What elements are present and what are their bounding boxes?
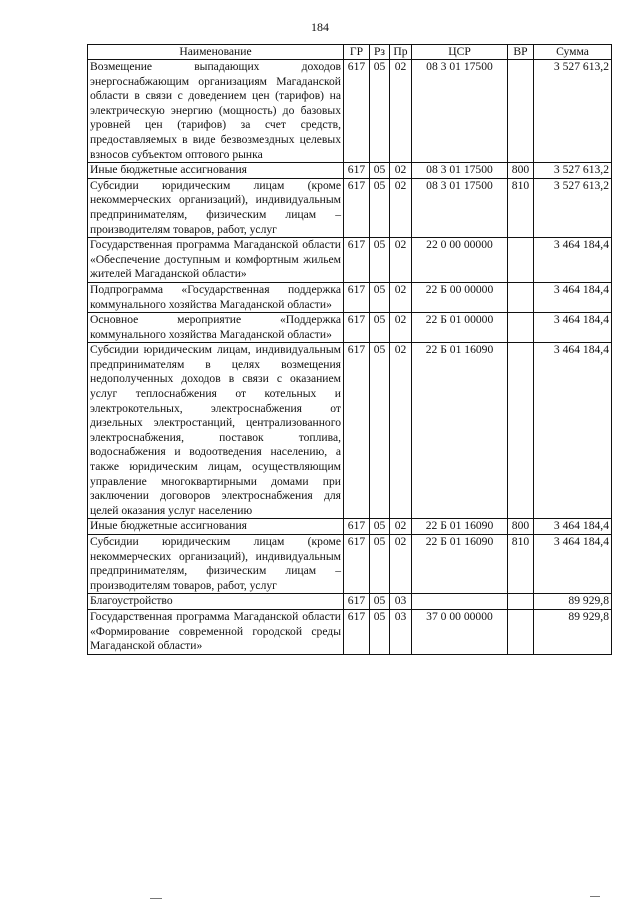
row-csr: 22 Б 01 16090: [412, 343, 508, 519]
row-csr: 22 Б 01 16090: [412, 519, 508, 535]
row-csr: 22 Б 01 00000: [412, 313, 508, 343]
row-sum: 3 464 184,4: [534, 535, 612, 594]
header-pr: Пр: [390, 45, 412, 60]
row-name: Субсидии юридическим лицам, индивидуальным предпринимателям в целях возмещения недополученных доходов в связи с оказанием услуг теплоснабжения от котельных и электрокотельных, электроснабжения от дизельных электростанций, централизованного электроснабжения, поставок топлива, водоснабжения и водоотведения населению, а также юридическим лицам, осуществляющим управление многоквартирными домами при заключении договоров электроснабжения для целей оказания услуг населению: [88, 343, 344, 519]
row-name: Субсидии юридическим лицам (кроме некоммерческих организаций), индивидуальным предпринимателям, физическим лицам – производителям товаров, работ, услуг: [88, 535, 344, 594]
row-name: Иные бюджетные ассигнования: [88, 163, 344, 179]
row-vr: 800: [508, 163, 534, 179]
row-rz: 05: [370, 282, 390, 312]
row-sum: 89 929,8: [534, 594, 612, 610]
row-pr: 02: [390, 282, 412, 312]
row-gr: 617: [344, 163, 370, 179]
header-rz: Рз: [370, 45, 390, 60]
table-row: [88, 343, 612, 519]
row-vr: 810: [508, 535, 534, 594]
header-gr: ГР: [344, 45, 370, 60]
row-csr: 22 Б 01 16090: [412, 535, 508, 594]
table-row: [88, 313, 612, 343]
row-sum: 3 464 184,4: [534, 238, 612, 283]
table-header-row: [88, 45, 612, 60]
scan-artifact: [590, 896, 600, 897]
row-pr: 02: [390, 238, 412, 283]
table-row: [88, 178, 612, 237]
row-csr: 37 0 00 00000: [412, 609, 508, 654]
row-sum: 3 464 184,4: [534, 343, 612, 519]
row-sum: 3 527 613,2: [534, 60, 612, 163]
row-gr: 617: [344, 60, 370, 163]
row-pr: 02: [390, 60, 412, 163]
row-csr: 08 3 01 17500: [412, 178, 508, 237]
header-csr: ЦСР: [412, 45, 508, 60]
row-gr: 617: [344, 178, 370, 237]
row-sum: 89 929,8: [534, 609, 612, 654]
row-gr: 617: [344, 282, 370, 312]
row-rz: 05: [370, 535, 390, 594]
header-name: Наименование: [88, 45, 344, 60]
row-pr: 02: [390, 519, 412, 535]
row-gr: 617: [344, 609, 370, 654]
row-gr: 617: [344, 594, 370, 610]
budget-table: [87, 44, 612, 655]
row-gr: 617: [344, 343, 370, 519]
row-vr: [508, 594, 534, 610]
row-csr: 22 Б 00 00000: [412, 282, 508, 312]
row-rz: 05: [370, 609, 390, 654]
row-name: Благоустройство: [88, 594, 344, 610]
row-csr: 08 3 01 17500: [412, 60, 508, 163]
row-pr: 03: [390, 594, 412, 610]
row-rz: 05: [370, 163, 390, 179]
row-rz: 05: [370, 60, 390, 163]
row-gr: 617: [344, 519, 370, 535]
page-number: 184: [311, 20, 329, 34]
row-vr: [508, 238, 534, 283]
row-vr: 810: [508, 178, 534, 237]
row-pr: 02: [390, 178, 412, 237]
table-row: [88, 238, 612, 283]
table-row: [88, 282, 612, 312]
table-row: [88, 519, 612, 535]
row-vr: [508, 609, 534, 654]
header-vr: ВР: [508, 45, 534, 60]
row-rz: 05: [370, 519, 390, 535]
row-rz: 05: [370, 343, 390, 519]
table-row: [88, 594, 612, 610]
row-sum: 3 464 184,4: [534, 313, 612, 343]
row-name: Субсидии юридическим лицам (кроме некоммерческих организаций), индивидуальным предпринимателям, физическим лицам – производителям товаров, работ, услуг: [88, 178, 344, 237]
row-rz: 05: [370, 313, 390, 343]
row-pr: 02: [390, 535, 412, 594]
scan-artifact: [150, 898, 162, 899]
row-csr: 22 0 00 00000: [412, 238, 508, 283]
row-name: Иные бюджетные ассигнования: [88, 519, 344, 535]
row-sum: 3 527 613,2: [534, 178, 612, 237]
row-sum: 3 527 613,2: [534, 163, 612, 179]
row-pr: 03: [390, 609, 412, 654]
row-gr: 617: [344, 313, 370, 343]
row-sum: 3 464 184,4: [534, 282, 612, 312]
row-vr: [508, 313, 534, 343]
row-name: Возмещение выпадающих доходов энергоснабжающим организациям Магаданской области в связи с доведением цен (тарифов) на электрическую энергию (мощность) до базовых уровней цен (тарифов) за счет средств, предоставляемых в виде безвозмездных целевых взносов субъектом оптового рынка: [88, 60, 344, 163]
row-vr: [508, 60, 534, 163]
row-pr: 02: [390, 163, 412, 179]
row-vr: [508, 282, 534, 312]
row-csr: [412, 594, 508, 610]
row-rz: 05: [370, 238, 390, 283]
row-rz: 05: [370, 178, 390, 237]
header-sum: Сумма: [534, 45, 612, 60]
row-sum: 3 464 184,4: [534, 519, 612, 535]
row-gr: 617: [344, 238, 370, 283]
row-gr: 617: [344, 535, 370, 594]
row-name: Подпрограмма «Государственная поддержка коммунального хозяйства Магаданской области»: [88, 282, 344, 312]
row-vr: [508, 343, 534, 519]
row-rz: 05: [370, 594, 390, 610]
row-name: Государственная программа Магаданской области «Формирование современной городской среды Магаданской области»: [88, 609, 344, 654]
row-name: Государственная программа Магаданской области «Обеспечение доступным и комфортным жильем жителей Магаданской области»: [88, 238, 344, 283]
row-pr: 02: [390, 343, 412, 519]
table-row: [88, 535, 612, 594]
table-row: [88, 163, 612, 179]
table-row: [88, 60, 612, 163]
row-pr: 02: [390, 313, 412, 343]
row-name: Основное мероприятие «Поддержка коммунального хозяйства Магаданской области»: [88, 313, 344, 343]
row-csr: 08 3 01 17500: [412, 163, 508, 179]
row-vr: 800: [508, 519, 534, 535]
table-row: [88, 609, 612, 654]
